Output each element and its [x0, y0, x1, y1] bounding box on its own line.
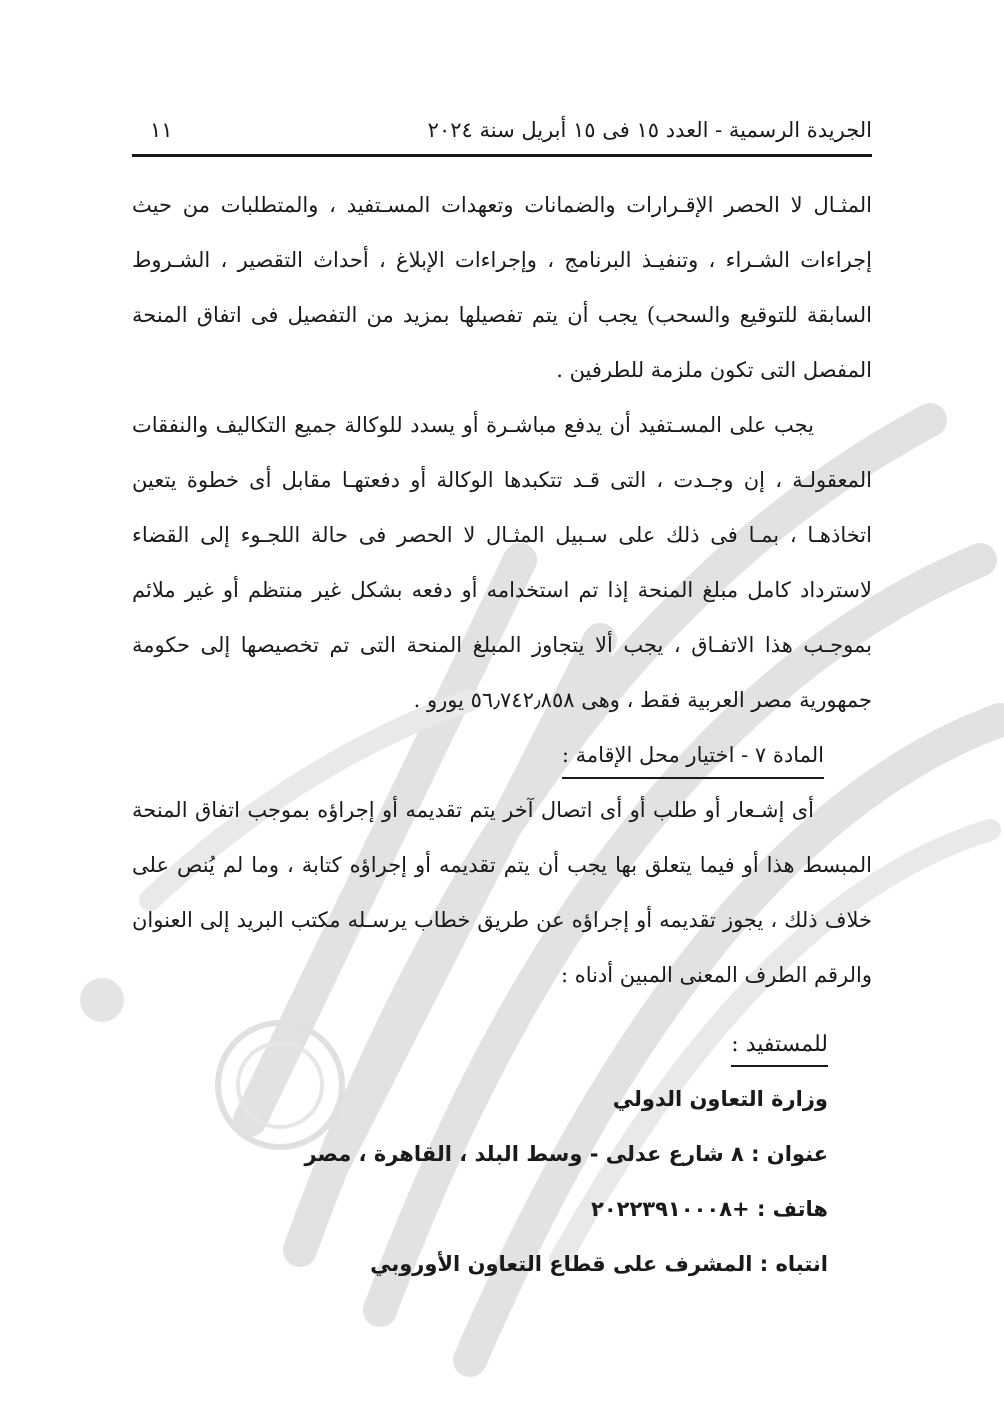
- ministry-name: وزارة التعاون الدولي: [612, 1087, 828, 1111]
- header-title: الجريدة الرسمية - العدد ١٥ فى ١٥ أبريل سنة ٢٠٢٤: [427, 118, 872, 142]
- paragraph-1: المثـال لا الحصر الإقـرارات والضمانات وتعهدات المسـتفيد ، والمتطلبات من حيث إجراءات الشـراء ، وتنفيـذ البرنامج ، وإجراءات الإبلاغ ، أحداث التقصير ، الشـروط السابقة للتوقيع والسحب) يجب أن يتم تفصيلها بمزيد من التفصيل فى اتفاق المنحة المفصل التى تكون ملزمة للطرفين .: [132, 193, 872, 382]
- article-heading-row: [132, 728, 872, 783]
- phone-number: هاتف : +٢٠٢٢٣٩١٠٠٠٨: [591, 1197, 828, 1221]
- page-header: [132, 110, 872, 150]
- body-text: [132, 178, 872, 1003]
- paragraph-3: أى إشـعار أو طلب أو أى اتصال آخر يتم تقديمه أو إجراؤه بموجب اتفاق المنحة المبسط هذا أو فيما يتعلق بها يجب أن يتم تقديمه أو إجراؤه كتابة ، وما لم يُنص على خلاف ذلك ، يجوز تقديمه أو إجراؤه عن طريق خطاب يرسـله مكتب البريد إلى العنوان والرقم الطرف المعنى المبين أدناه :: [132, 798, 872, 987]
- header-divider: [132, 154, 872, 157]
- recipient-label-row: [208, 1017, 828, 1072]
- recipient-label: للمستفيد :: [731, 1025, 828, 1067]
- paragraph-2: يجب على المسـتفيد أن يدفع مباشـرة أو يسدد للوكالة جميع التكاليف والنفقات المعقولـة ، إن وجـدت ، التى قـد تتكبدها الوكالة أو دفعتهـا مقابل أى خطوة يتعين اتخاذهـا ، بمـا فى ذلك على سـبيل المثـال لا الحصر فى حالة اللجـوء إلى القضاء لاسترداد كامل مبلغ المنحة إذا تم استخدامه أو دفعه بشكل غير منتظم أو غير ملائم بموجـب هذا الاتفـاق ، يجب ألا يتجاوز المبلغ المنحة التى تم تخصيصها إلى حكومة جمهورية مصر العربية فقط ، وهى ٥٦٫٧٤٢٫٨٥٨ يورو .: [132, 413, 872, 712]
- article-heading: المادة ٧ - اختيار محل الإقامة :: [562, 733, 824, 779]
- attention-line: انتباه : المشرف على قطاع التعاون الأوروبي: [370, 1252, 828, 1276]
- address-block: [208, 1017, 828, 1292]
- page-number: ١١: [150, 118, 173, 142]
- street-address: عنوان : ٨ شارع عدلى - وسط البلد ، القاهرة ، مصر: [304, 1142, 828, 1166]
